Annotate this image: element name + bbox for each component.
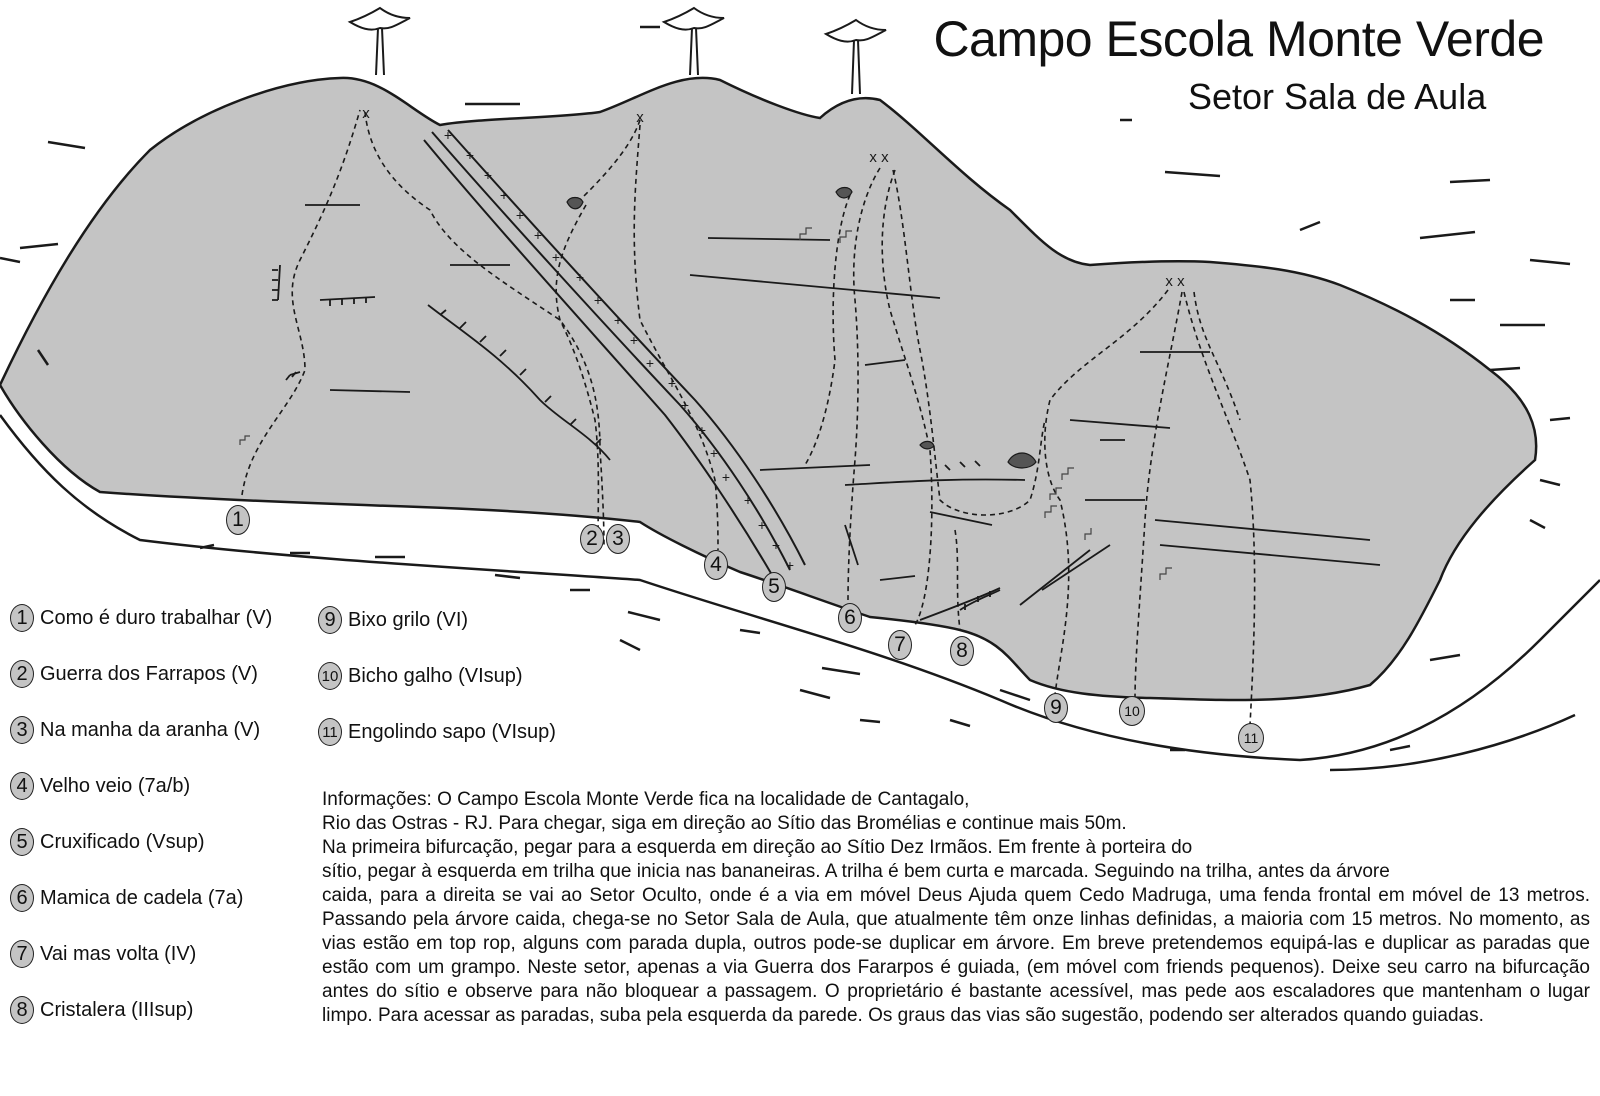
legend-label: Cruxificado (Vsup) [40, 830, 205, 853]
svg-text:x x: x x [1165, 273, 1185, 290]
legend-label: Engolindo sapo (VIsup) [348, 720, 556, 743]
legend-label: Vai mas volta (IV) [40, 942, 197, 965]
legend-item [10, 828, 205, 856]
legend-number: 1 [10, 604, 34, 632]
legend-label: Mamica de cadela (7a) [40, 886, 244, 909]
svg-text:+: + [575, 269, 585, 285]
route-marker-4: 4 [704, 550, 728, 580]
svg-text:+: + [613, 312, 623, 328]
svg-text:+: + [743, 492, 753, 508]
legend-number: 4 [10, 772, 34, 800]
legend-item [10, 604, 272, 632]
svg-text:+: + [680, 397, 690, 413]
legend-label: Na manha da aranha (V) [40, 718, 261, 741]
svg-text:+: + [771, 537, 781, 553]
legend-number: 2 [10, 660, 34, 688]
page-subtitle: Setor Sala de Aula [1188, 76, 1487, 117]
svg-text:x: x [362, 105, 370, 122]
svg-text:+: + [593, 292, 603, 308]
svg-text:+: + [483, 167, 493, 183]
info-line: sítio, pegar à esquerda em trilha que inicia nas bananeiras. A trilha é bem curta e marcada. Seguindo na trilha, antes da árvore [322, 861, 1390, 882]
route-marker-7: 7 [888, 630, 912, 660]
svg-text:+: + [515, 207, 525, 223]
legend-number: 9 [318, 606, 342, 634]
legend-number: 7 [10, 940, 34, 968]
info-text [322, 788, 1590, 1028]
legend-item [10, 772, 190, 800]
legend-item [318, 718, 556, 746]
route-marker-10: 10 [1119, 696, 1145, 726]
svg-text:+: + [785, 557, 795, 573]
svg-text:+: + [551, 249, 561, 265]
legend-label: Guerra dos Farrapos (V) [40, 662, 258, 685]
svg-text:+: + [443, 127, 453, 143]
legend-number: 6 [10, 884, 34, 912]
svg-text:+: + [533, 227, 543, 243]
route-marker-2: 2 [580, 524, 604, 554]
legend-item [318, 662, 523, 690]
legend-item [10, 716, 260, 744]
route-marker-8: 8 [950, 636, 974, 666]
legend-number: 3 [10, 716, 34, 744]
page-title: Campo Escola Monte Verde [933, 11, 1544, 67]
svg-text:x: x [636, 109, 644, 126]
svg-text:+: + [721, 469, 731, 485]
legend-number: 10 [318, 662, 342, 690]
legend-item [10, 660, 258, 688]
route-marker-3: 3 [606, 524, 630, 554]
svg-text:x x: x x [869, 149, 889, 166]
legend-number: 11 [318, 718, 342, 746]
legend-label: Velho veio (7a/b) [40, 774, 191, 797]
legend-item [10, 884, 243, 912]
svg-text:+: + [499, 187, 509, 203]
svg-text:+: + [465, 147, 475, 163]
svg-text:+: + [645, 355, 655, 371]
legend-label: Bixo grilo (VI) [348, 608, 469, 631]
legend-item [10, 996, 193, 1024]
tree-icon [350, 8, 886, 94]
route-marker-11: 11 [1238, 723, 1264, 753]
legend-item [318, 606, 468, 634]
info-line: Na primeira bifurcação, pegar para a esquerda em direção ao Sítio Dez Irmãos. Em frente à porteira do [322, 837, 1193, 858]
svg-text:+: + [629, 332, 639, 348]
info-paragraph: caida, para a direita se vai ao Setor Oculto, onde é a via em móvel Deus Ajuda quem Cedo Madruga, uma fenda frontal em móvel de 13 metros. Passando pela árvore caida, chega-se no Setor Sala de Aula, que atualmente têm onze linhas definidas, a maioria com 15 metros. No momento, as vias estão em top rop, alguns com parada dupla, outros pode-se duplicar em árvore. Em breve pretendemos equipá-las e duplicar as paradas que estão com um grampo. Neste setor, apenas a via Guerra dos Fararpos é guiada, (em móvel com friends pequenos). Deixe seu carro na bifurcação antes do sítio e observe para não bloquear a passagem. O proprietário é bastante acessível, mas pede aos escaladores que mantenham o lugar limpo. Para acessar as paradas, suba pela esquerda da parede. Os graus das vias são sugestão, podendo ser alterados quando guiadas. [322, 885, 1590, 1026]
svg-text:+: + [757, 517, 767, 533]
info-line: Rio das Ostras - RJ. Para chegar, siga em direção ao Sítio das Bromélias e continue mais 50m. [322, 813, 1127, 834]
route-marker-5: 5 [762, 572, 786, 602]
svg-text:+: + [667, 375, 677, 391]
info-line: Informações: O Campo Escola Monte Verde fica na localidade de Cantagalo, [322, 789, 970, 810]
route-marker-9: 9 [1044, 693, 1068, 723]
legend-label: Cristalera (IIIsup) [40, 998, 194, 1021]
legend-item [10, 940, 196, 968]
legend-label: Como é duro trabalhar (V) [40, 606, 273, 629]
legend-label: Bicho galho (VIsup) [348, 664, 523, 687]
route-marker-6: 6 [838, 603, 862, 633]
svg-text:+: + [709, 445, 719, 461]
legend-number: 8 [10, 996, 34, 1024]
legend-number: 5 [10, 828, 34, 856]
route-marker-1: 1 [226, 505, 250, 535]
svg-text:+: + [697, 422, 707, 438]
